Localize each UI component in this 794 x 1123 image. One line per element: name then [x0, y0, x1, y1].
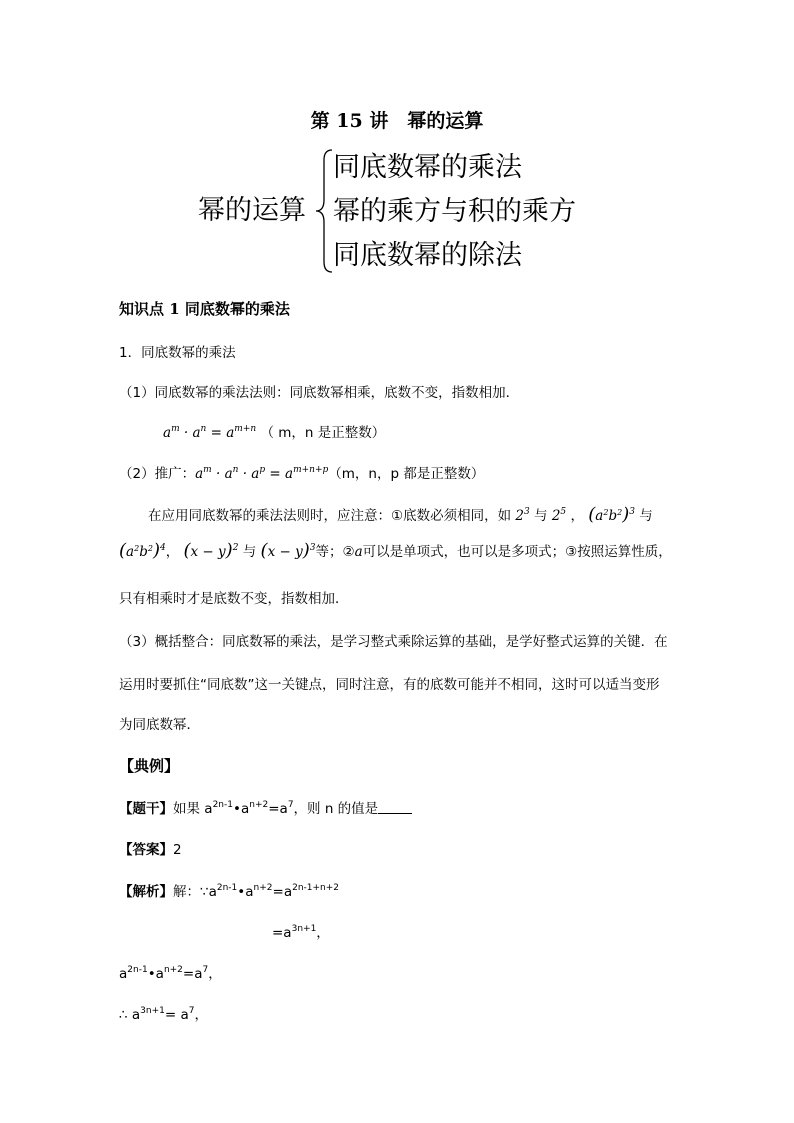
stem-question: ，则 n 的值是	[293, 801, 379, 817]
example-heading: 【典例】	[119, 757, 180, 775]
exp-mnp: m+n+p	[293, 465, 329, 475]
summary-line-2: 运用时要抓住“同底数”这一关键点，同时注意，有的底数可能并不相同，这时可以适当变形	[119, 677, 660, 693]
exp-n: n	[200, 424, 207, 434]
analysis-line-1: 【解析】解：$\because a^{2n-1}•a^{n+2}=a^{2n-1+n+2}$	[119, 883, 340, 900]
stem-label: 【题干】	[119, 801, 173, 817]
note-line-1: 在应用同底数幂的乘法法则时，应注意：①底数必须相同，如 $2^3$ 与 $2^5$ ， $(a^2b^2)^3$ 与	[148, 504, 653, 525]
analysis-text: 解：∵a	[173, 884, 217, 900]
formula-condition: （ m，n 是正整数）	[260, 425, 386, 441]
analysis-line-2: $=a^{3n+1}$，	[272, 924, 330, 941]
answer-label: 【答案】	[119, 842, 173, 858]
note-text-3: 可以是单项式，也可以是多项式；③按照运算性质，	[362, 544, 672, 560]
note-comma: ，	[165, 544, 180, 560]
note-text-1: 在应用同底数幂的乘法法则时，应注意：①底数必须相同，如	[148, 508, 512, 524]
formula-rule: $a^m \cdot a^n = a^{m+n}$ （ m，n 是正整数）	[163, 424, 386, 441]
exp-mn: m+n	[234, 424, 257, 434]
generalization-condition: （m，n，p 都是正整数）	[328, 466, 485, 482]
analysis-line-4: ∴ $a^{3n+1}= a^7$，	[119, 1006, 208, 1023]
note-text-2: 等；②	[315, 544, 355, 560]
exp-m: m	[171, 424, 180, 434]
tree-item-power: 幂的乘方与积的乘方	[333, 196, 576, 227]
generalization-label: （2）推广：	[119, 466, 196, 482]
paragraph-1: 1．同底数幂的乘法	[119, 345, 236, 361]
therefore-text: ∴ a	[119, 1007, 141, 1023]
note-line-3: 只有相乘时才是底数不变，指数相加．	[119, 591, 349, 607]
tree-item-division: 同底数幂的除法	[333, 240, 522, 271]
note-and-1: 与	[534, 508, 548, 524]
note-and-3: 与	[242, 544, 257, 560]
answer-blank	[378, 801, 412, 814]
example-answer	[119, 838, 182, 858]
left-brace-icon	[312, 148, 334, 274]
note-line-2: $(a^2b^2)^4$， $(x - y)^2$ 与 $(x - y)^3$等；②a可以是单项式，也可以是多项式；③按照运算性质，	[119, 540, 672, 561]
stem-text: 如果 a	[173, 801, 213, 817]
note-and-2: 与	[639, 508, 653, 524]
summary-line-3: 为同底数幂．	[119, 717, 200, 733]
page-title: 第 15 讲 幂的运算	[310, 110, 484, 132]
example-stem: 【题干】如果 $a^{2n-1}•a^{n+2}=a^7$，则 n 的值是	[119, 797, 412, 817]
section-heading: 知识点 1 同底数幂的乘法	[119, 300, 290, 318]
summary-line-1: （3）概括整合：同底数幂的乘法，是学习整式乘除运算的基础，是学好整式运算的关键．在	[119, 634, 668, 650]
paragraph-generalization: （2）推广：$a^m \cdot a^n \cdot a^p = a^{m+n+p}(m$，n，p 都是正整数）	[119, 465, 485, 482]
tree-root-label: 幂的运算	[198, 195, 306, 226]
analysis-label: 【解析】	[119, 884, 173, 900]
analysis-line-3: $a^{2n-1}•a^{n+2}=a^7$，	[119, 965, 222, 982]
paragraph-rule: （1）同底数幂的乘法法则：同底数幂相乘，底数不变，指数相加．	[119, 385, 520, 401]
answer-value: 2	[173, 842, 182, 858]
tree-item-multiplication: 同底数幂的乘法	[333, 152, 522, 183]
